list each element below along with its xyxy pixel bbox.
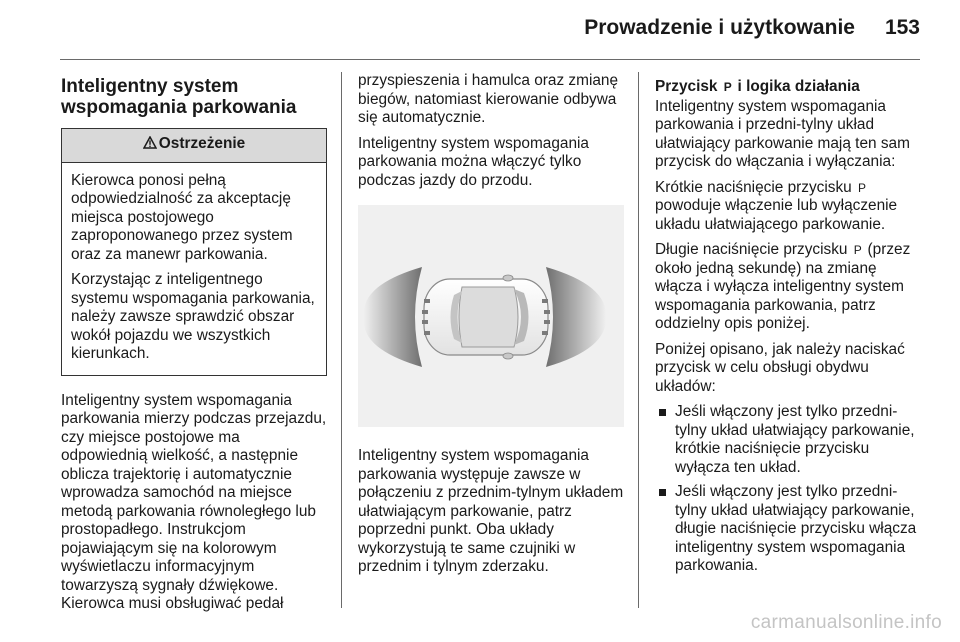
column-divider [341, 72, 342, 608]
column-2 [358, 72, 624, 584]
column-1 [61, 72, 327, 621]
warning-box [61, 128, 327, 376]
warning-header [62, 129, 326, 163]
header-title: Prowadzenie i użytkowanie [584, 16, 855, 39]
park-button-icon: P [858, 180, 866, 195]
sensor [542, 299, 548, 303]
park-button-icon: P [853, 243, 862, 257]
heading-text: i logika działania [737, 78, 860, 95]
car-cabin [459, 287, 518, 347]
column-3 [655, 72, 921, 582]
parking-sensor-diagram [358, 205, 624, 427]
warning-body [62, 163, 326, 375]
car-illustration [358, 205, 624, 427]
list-item-text: Jeśli włączony jest tylko przedni-tylny układ ułatwiający parkowanie, krótkie naciśnięcie przycisku wyłącza ten układ. [675, 403, 915, 476]
warning-title: Ostrzeżenie [158, 135, 246, 152]
list-item [655, 483, 921, 576]
sensor [424, 299, 430, 303]
sensor [424, 331, 430, 335]
body-text: (przez około jedną sekundę) na zmianę włącza i wyłącza inteligentny system wspomagania parkowania, patrz oddzielny opis poniżej. [655, 241, 911, 332]
warning-paragraph: Kierowca ponosi pełną odpowiedzialność za akceptację miejsca postojowego zaproponowanego przez system oraz za manewr parkowania. [71, 171, 293, 263]
bullet-list [655, 403, 921, 576]
column-divider [638, 72, 639, 608]
body-paragraph: przyspieszenia i hamulca oraz zmianę biegów, natomiast kierowanie odbywa się automatycznie. [358, 72, 619, 126]
front-sensor-zone [546, 267, 606, 367]
list-item [655, 403, 921, 477]
body-paragraph: Inteligentny system wspomagania parkowania i przedni-tylny układ ułatwiający parkowanie mają ten sam przycisk do włączania i wyłączania: [655, 97, 910, 170]
body-paragraph: Poniżej opisano, jak należy naciskać przycisk w celu obsługi obydwu układów: [655, 340, 905, 395]
body-text: powoduje włączenie lub wyłączenie układu ułatwiającego parkowanie. [655, 197, 898, 233]
page-number: 153 [884, 16, 920, 39]
sensor [422, 320, 428, 324]
bullet-icon [659, 409, 666, 416]
section-heading [655, 78, 921, 97]
body-paragraph [655, 241, 921, 334]
rear-sensor-zone [364, 267, 422, 367]
park-button-icon: P [723, 80, 732, 94]
list-item-text: Jeśli włączony jest tylko przedni-tylny układ ułatwiający parkowanie, długie naciśnięcie przycisku włącza inteligentny system wspomagania parkowania. [675, 483, 917, 574]
body-text: Krótkie naciśnięcie przycisku [655, 178, 852, 196]
body-text: Długie naciśnięcie przycisku [655, 241, 848, 258]
body-paragraph: Inteligentny system wspomagania parkowania mierzy podczas przejazdu, czy miejsce postojowe ma odpowiednią wielkość, a następnie oblicza trajektorię i automatycznie wprowadza samochód na miejsce metodą parkowania równoległego lub prostopadłego. Instrukcjom pojawiającym się na kolorowym wyświetlaczu informacyjnym towarzyszą sygnały dźwiękowe. Kierowca musi obsługiwać pedał [61, 391, 327, 612]
sensor [422, 310, 428, 314]
warning-icon [143, 136, 157, 149]
sensor [544, 310, 550, 314]
heading-text: Przycisk [655, 78, 718, 95]
mirror [503, 353, 513, 359]
watermark: carmanualsonline.info [750, 612, 942, 633]
page-header [584, 16, 920, 40]
bullet-icon [659, 489, 666, 496]
body-paragraph: Inteligentny system wspomagania parkowania można włączyć tylko podczas jazdy do przodu. [358, 134, 589, 189]
body-paragraph: Inteligentny system wspomagania parkowania występuje zawsze w połączeniu z przednim-tylnym układem ułatwiającym parkowanie, patrz poprzedni punkt. Oba układy wykorzystują te same czujniki w przednim i tylnym zderzaku. [358, 447, 624, 575]
sensor [542, 331, 548, 335]
sensor [544, 320, 550, 324]
warning-paragraph: Korzystając z inteligentnego systemu wspomagania parkowania, należy zawsze sprawdzić obszar wokół pojazdu we wszystkich kierunkach. [71, 271, 315, 362]
body-paragraph [655, 179, 921, 235]
section-heading: Inteligentny system wspomagania parkowania [61, 76, 297, 118]
mirror [503, 275, 513, 281]
header-divider [60, 59, 920, 60]
